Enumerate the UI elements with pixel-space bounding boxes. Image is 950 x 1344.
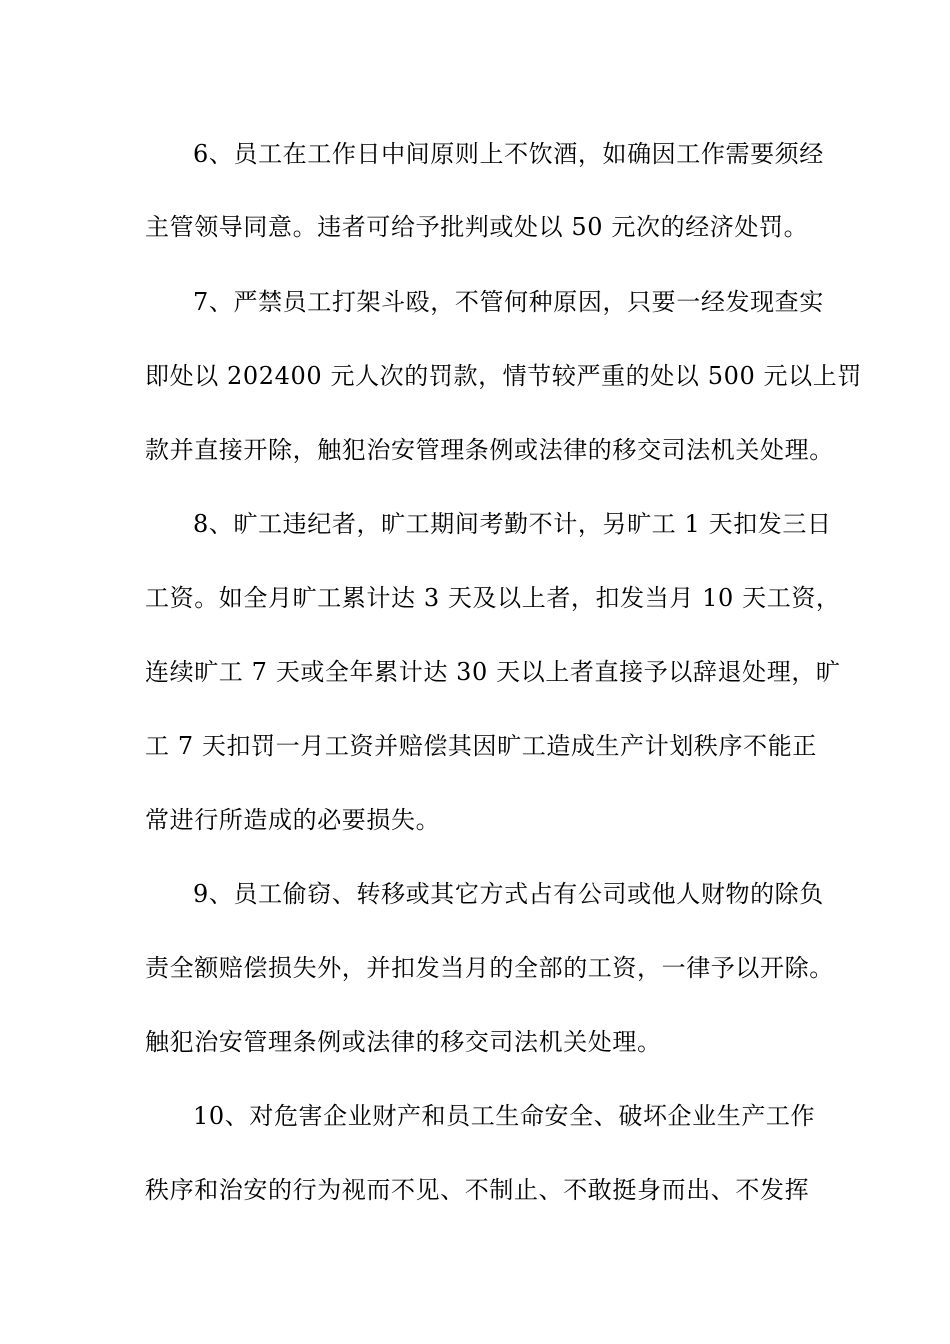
paragraph-10-line-2: 秩序和治安的行为视而不见、不制止、不敢挺身而出、不发挥 [145, 1176, 810, 1204]
paragraph-7-line-2: 即处以 202400 元人次的罚款，情节较严重的处以 500 元以上罚 [145, 362, 862, 390]
paragraph-9-line-2: 责全额赔偿损失外，并扣发当月的全部的工资，一律予以开除。 [145, 954, 834, 982]
paragraph-8-line-2: 工资。如全月旷工累计达 3 天及以上者，扣发当月 10 天工资， [145, 584, 841, 612]
paragraph-8-line-4: 工 7 天扣罚一月工资并赔偿其因旷工造成生产计划秩序不能正 [145, 732, 817, 760]
paragraph-8-line-3: 连续旷工 7 天或全年累计达 30 天以上者直接予以辞退处理，旷 [145, 658, 841, 686]
paragraph-10-line-1: 10、对危害企业财产和员工生命安全、破坏企业生产工作 [193, 1102, 816, 1130]
paragraph-7-line-1: 7、严禁员工打架斗殴，不管何种原因，只要一经发现查实 [193, 288, 824, 316]
paragraph-8-line-1: 8、旷工违纪者，旷工期间考勤不计，另旷工 1 天扣发三日 [193, 510, 832, 538]
paragraph-8-line-5: 常进行所造成的必要损失。 [145, 806, 441, 834]
paragraph-6-line-1: 6、员工在工作日中间原则上不饮酒，如确因工作需要须经 [193, 140, 824, 168]
paragraph-6-line-2: 主管领导同意。违者可给予批判或处以 50 元次的经济处罚。 [145, 213, 809, 241]
paragraph-9-line-3: 触犯治安管理条例或法律的移交司法机关处理。 [145, 1028, 662, 1056]
paragraph-9-line-1: 9、员工偷窃、转移或其它方式占有公司或他人财物的除负 [193, 880, 824, 908]
paragraph-7-line-3: 款并直接开除，触犯治安管理条例或法律的移交司法机关处理。 [145, 436, 834, 464]
